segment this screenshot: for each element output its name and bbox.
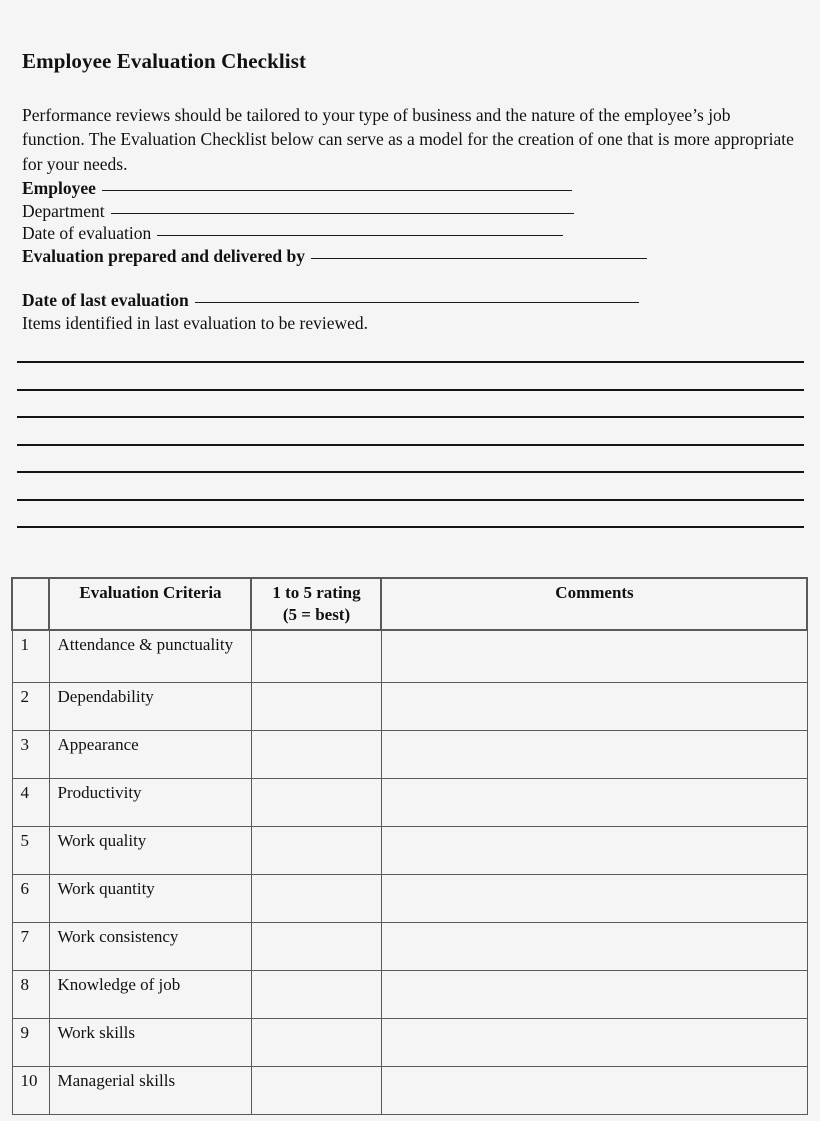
row-number: 2: [12, 683, 49, 731]
row-number: 8: [12, 971, 49, 1019]
field-row-evaluation-prepared-and-delivered-by: [22, 245, 802, 268]
row-number: 7: [12, 923, 49, 971]
row-rating-cell[interactable]: [251, 683, 381, 731]
ruled-line[interactable]: [17, 410, 804, 438]
row-criteria: Work quality: [49, 827, 251, 875]
field-label: Date of evaluation: [22, 223, 152, 243]
row-comments-cell[interactable]: [381, 731, 807, 779]
items-reviewed-note: Items identified in last evaluation to be reviewed.: [22, 312, 369, 333]
fields-spacer: [22, 267, 802, 289]
field-rule[interactable]: [157, 234, 563, 236]
table-row: [12, 971, 807, 1019]
row-number: 4: [12, 779, 49, 827]
row-criteria: Work quantity: [49, 875, 251, 923]
row-number: 1: [12, 630, 49, 683]
row-criteria: Appearance: [49, 731, 251, 779]
row-comments-cell[interactable]: [381, 683, 807, 731]
evaluation-criteria-table: [11, 577, 808, 1115]
field-rule[interactable]: [102, 189, 572, 191]
table-row: [12, 683, 807, 731]
field-rule-date-of-last-evaluation[interactable]: [195, 301, 639, 303]
row-number: 5: [12, 827, 49, 875]
row-criteria: Productivity: [49, 779, 251, 827]
ruled-line[interactable]: [17, 520, 804, 548]
ruled-line[interactable]: [17, 493, 804, 521]
field-row-items-note: [22, 312, 802, 335]
row-number: 10: [12, 1067, 49, 1115]
table-row: [12, 779, 807, 827]
row-criteria: Attendance & punctuality: [49, 630, 251, 683]
intro-paragraph: Performance reviews should be tailored to your type of business and the nature of the employee’s job function. The Evaluation Checklist below can serve as a model for the creation of one that is more appropriate for your needs.: [22, 104, 794, 175]
column-header-number: [12, 578, 49, 630]
row-number: 9: [12, 1019, 49, 1067]
row-rating-cell[interactable]: [251, 827, 381, 875]
ruled-writing-lines: [17, 355, 804, 548]
row-rating-cell[interactable]: [251, 971, 381, 1019]
table-body: [12, 630, 807, 1115]
page-title: Employee Evaluation Checklist: [22, 49, 307, 74]
column-header-rating: [251, 578, 381, 630]
table-row: [12, 875, 807, 923]
table-row: [12, 827, 807, 875]
field-label: Employee: [22, 178, 96, 198]
field-label: Evaluation prepared and delivered by: [22, 245, 305, 266]
row-comments-cell[interactable]: [381, 971, 807, 1019]
ruled-line[interactable]: [17, 383, 804, 411]
table-row: [12, 630, 807, 683]
table-row: [12, 731, 807, 779]
field-row-date-of-evaluation: [22, 222, 802, 245]
field-row-department: [22, 200, 802, 223]
field-rule[interactable]: [111, 212, 574, 214]
row-rating-cell[interactable]: [251, 1019, 381, 1067]
field-label: Department: [22, 200, 105, 221]
form-field-rows: [22, 177, 802, 267]
table-header: [12, 578, 807, 630]
field-row-date-of-last-evaluation: [22, 289, 802, 312]
row-rating-cell[interactable]: [251, 731, 381, 779]
row-comments-cell[interactable]: [381, 923, 807, 971]
ruled-line[interactable]: [17, 355, 804, 383]
field-rule[interactable]: [311, 257, 647, 259]
row-rating-cell[interactable]: [251, 1067, 381, 1115]
ruled-line[interactable]: [17, 465, 804, 493]
table-header-row: [12, 578, 807, 630]
row-criteria: Work consistency: [49, 923, 251, 971]
column-header-comments: Comments: [381, 578, 807, 630]
column-header-evaluation-criteria: Evaluation Criteria: [49, 578, 251, 630]
row-comments-cell[interactable]: [381, 779, 807, 827]
row-criteria: Knowledge of job: [49, 971, 251, 1019]
ruled-line[interactable]: [17, 438, 804, 466]
row-comments-cell[interactable]: [381, 1019, 807, 1067]
table-row: [12, 1019, 807, 1067]
row-comments-cell[interactable]: [381, 875, 807, 923]
row-criteria: Dependability: [49, 683, 251, 731]
row-rating-cell[interactable]: [251, 923, 381, 971]
row-criteria: Managerial skills: [49, 1067, 251, 1115]
rating-header-line-1: 1 to 5 rating: [272, 583, 361, 602]
rating-header-line-2: (5 = best): [282, 604, 351, 624]
field-row-employee: [22, 177, 802, 200]
row-rating-cell[interactable]: [251, 875, 381, 923]
row-comments-cell[interactable]: [381, 1067, 807, 1115]
form-fields-block: [22, 177, 802, 334]
row-comments-cell[interactable]: [381, 827, 807, 875]
row-rating-cell[interactable]: [251, 630, 381, 683]
row-number: 6: [12, 875, 49, 923]
row-criteria: Work skills: [49, 1019, 251, 1067]
row-rating-cell[interactable]: [251, 779, 381, 827]
row-comments-cell[interactable]: [381, 630, 807, 683]
row-number: 3: [12, 731, 49, 779]
table-row: [12, 923, 807, 971]
table-row: [12, 1067, 807, 1115]
field-label-date-of-last-evaluation: Date of last evaluation: [22, 290, 189, 310]
